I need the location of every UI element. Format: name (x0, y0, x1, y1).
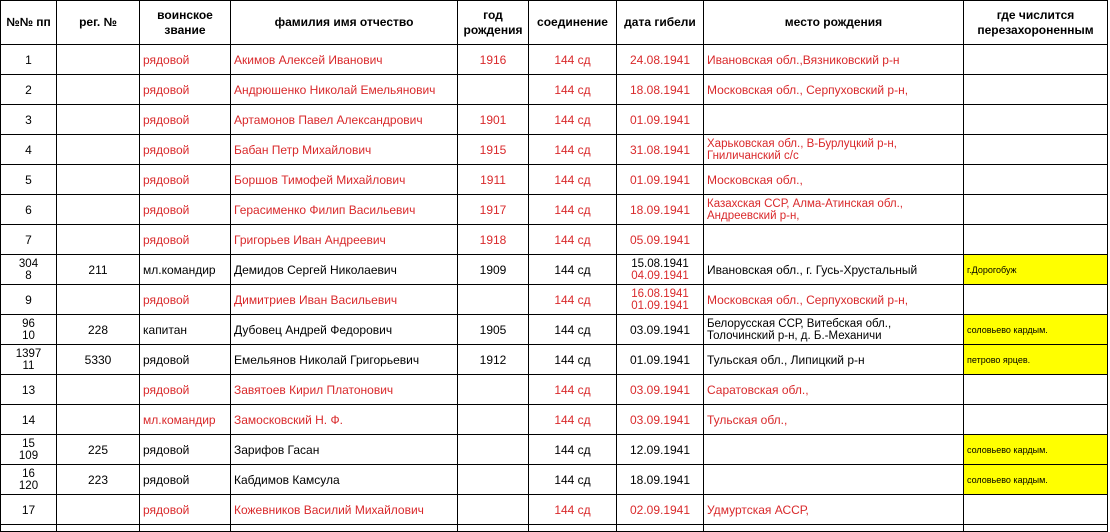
header-rank[interactable]: воинское звание (140, 1, 231, 45)
cell-where[interactable]: соловьево кардым. (964, 465, 1108, 495)
cell-date[interactable] (617, 255, 704, 285)
cell-rank[interactable]: рядовой (140, 495, 231, 525)
cell-place[interactable] (704, 225, 964, 255)
cell-where[interactable] (964, 285, 1108, 315)
table-row (1, 195, 1108, 225)
cell-num[interactable]: 17 (1, 495, 57, 525)
cell-rank[interactable]: мл.командир (140, 405, 231, 435)
cell-date[interactable]: 18.09.1941 (617, 195, 704, 225)
cell-num-lower: 10 (22, 329, 35, 342)
cell-unit[interactable]: 144 сд (529, 345, 617, 375)
table-row (1, 315, 1108, 345)
table-row (1, 135, 1108, 165)
cell-reg[interactable]: 5330 (57, 345, 140, 375)
cell-name[interactable] (231, 525, 458, 532)
cell-unit[interactable] (529, 525, 617, 532)
cell-year[interactable] (458, 75, 529, 105)
cell-date[interactable]: 05.09.1941 (617, 225, 704, 255)
cell-place[interactable]: Тульская обл., Липицкий р-н (704, 345, 964, 375)
cell-num-lower: 120 (18, 479, 39, 492)
cell-num[interactable]: 9 (1, 285, 57, 315)
cell-rank[interactable]: рядовой (140, 75, 231, 105)
cell-unit[interactable]: 144 сд (529, 405, 617, 435)
cell-rank[interactable]: рядовой (140, 135, 231, 165)
cell-where[interactable] (964, 405, 1108, 435)
cell-year[interactable]: 1911 (458, 165, 529, 195)
cell-rank[interactable]: рядовой (140, 285, 231, 315)
cell-date-upper: 15.08.1941 (631, 257, 689, 270)
cell-num[interactable] (1, 255, 57, 285)
cell-where[interactable] (964, 45, 1108, 75)
cell-num[interactable]: 6 (1, 195, 57, 225)
cell-rank[interactable]: рядовой (140, 225, 231, 255)
cell-date[interactable]: 18.09.1941 (617, 465, 704, 495)
header-unit[interactable]: соединение (529, 1, 617, 45)
cell-date[interactable]: 18.08.1941 (617, 75, 704, 105)
cell-place[interactable] (704, 105, 964, 135)
header-year[interactable]: год рождения (458, 1, 529, 45)
cell-place[interactable]: Ивановская обл.,Вязниковский р-н (704, 45, 964, 75)
cell-place[interactable] (704, 525, 964, 532)
cell-rank[interactable]: капитан (140, 315, 231, 345)
table-row (1, 285, 1108, 315)
cell-unit[interactable]: 144 сд (529, 465, 617, 495)
cell-name[interactable]: Демидов Сергей Николаевич (231, 255, 458, 285)
table-row (1, 495, 1108, 525)
cell-rank[interactable]: рядовой (140, 195, 231, 225)
cell-unit[interactable]: 144 сд (529, 435, 617, 465)
cell-place[interactable] (704, 465, 964, 495)
cell-num[interactable]: 2 (1, 75, 57, 105)
cell-date-lower: 01.09.1941 (631, 299, 689, 312)
cell-date[interactable] (617, 525, 704, 532)
cell-name[interactable]: Зарифов Гасан (231, 435, 458, 465)
cell-reg[interactable] (57, 285, 140, 315)
cell-rank[interactable]: мл.командир (140, 255, 231, 285)
cell-reg[interactable] (57, 75, 140, 105)
cell-name[interactable]: Боршов Тимофей Михайлович (231, 165, 458, 195)
cell-date-upper: 16.08.1941 (631, 287, 689, 300)
cell-year[interactable]: 1912 (458, 345, 529, 375)
cell-date[interactable]: 12.09.1941 (617, 435, 704, 465)
cell-rank[interactable]: рядовой (140, 345, 231, 375)
cell-name[interactable]: Емельянов Николай Григорьевич (231, 345, 458, 375)
cell-rank[interactable]: рядовой (140, 105, 231, 135)
cell-year[interactable] (458, 405, 529, 435)
cell-place[interactable]: Белорусская ССР, Витебская обл., Толочинский р-н, д. Б.-Механичи (704, 315, 964, 345)
header-row (1, 1, 1108, 45)
header-place[interactable]: место рождения (704, 1, 964, 45)
cell-where[interactable] (964, 495, 1108, 525)
cell-where[interactable] (964, 75, 1108, 105)
cell-reg[interactable]: 225 (57, 435, 140, 465)
cell-name[interactable]: Замосковский Н. Ф. (231, 405, 458, 435)
cell-year[interactable]: 1915 (458, 135, 529, 165)
cell-date[interactable]: 03.09.1941 (617, 315, 704, 345)
cell-name[interactable]: Дубовец Андрей Федорович (231, 315, 458, 345)
cell-unit[interactable]: 144 сд (529, 375, 617, 405)
cell-name[interactable]: Акимов Алексей Иванович (231, 45, 458, 75)
table-row (1, 165, 1108, 195)
cell-date[interactable]: 03.09.1941 (617, 405, 704, 435)
table-row (1, 375, 1108, 405)
cell-reg[interactable]: 228 (57, 315, 140, 345)
cell-place[interactable]: Тульская обл., (704, 405, 964, 435)
cell-num[interactable]: 13 (1, 375, 57, 405)
cell-where[interactable]: соловьево кардым. (964, 435, 1108, 465)
cell-date[interactable]: 01.09.1941 (617, 105, 704, 135)
cell-name[interactable]: Бабан Петр Михайлович (231, 135, 458, 165)
cell-place[interactable]: Московская обл., (704, 165, 964, 195)
cell-year[interactable]: 1905 (458, 315, 529, 345)
cell-num[interactable]: 5 (1, 165, 57, 195)
cell-reg[interactable] (57, 495, 140, 525)
cell-date[interactable]: 31.08.1941 (617, 135, 704, 165)
table-row (1, 225, 1108, 255)
table-row (1, 255, 1108, 285)
cell-where[interactable] (964, 105, 1108, 135)
cell-place[interactable]: Казахская ССР, Алма-Атинская обл., Андреевский р-н, (704, 195, 964, 225)
cell-date[interactable]: 03.09.1941 (617, 375, 704, 405)
cell-unit[interactable]: 144 сд (529, 495, 617, 525)
cell-num-upper: 304 (18, 257, 39, 270)
cell-unit[interactable]: 144 сд (529, 315, 617, 345)
cell-year[interactable] (458, 285, 529, 315)
cell-year[interactable]: 1909 (458, 255, 529, 285)
table-row (1, 45, 1108, 75)
cell-reg[interactable]: 211 (57, 255, 140, 285)
header-date[interactable]: дата гибели (617, 1, 704, 45)
cell-reg[interactable] (57, 405, 140, 435)
cell-unit[interactable]: 144 сд (529, 105, 617, 135)
cell-place[interactable]: Саратовская обл., (704, 375, 964, 405)
cell-place[interactable]: Удмуртская АССР, (704, 495, 964, 525)
cell-unit[interactable]: 144 сд (529, 165, 617, 195)
cell-date[interactable] (617, 285, 704, 315)
cell-num[interactable] (1, 525, 57, 532)
cell-name[interactable]: Кабдимов Камсула (231, 465, 458, 495)
cell-unit[interactable]: 144 сд (529, 255, 617, 285)
cell-where[interactable]: г.Дорогобуж (964, 255, 1108, 285)
cell-num[interactable] (1, 315, 57, 345)
cell-rank[interactable]: рядовой (140, 375, 231, 405)
cell-name[interactable]: Герасименко Филип Васильевич (231, 195, 458, 225)
cell-unit[interactable]: 144 сд (529, 285, 617, 315)
cell-where[interactable] (964, 195, 1108, 225)
cell-year[interactable] (458, 435, 529, 465)
cell-place[interactable]: Московская обл., Серпуховский р-н, (704, 75, 964, 105)
cell-where[interactable] (964, 135, 1108, 165)
cell-num[interactable] (1, 345, 57, 375)
cell-num-upper: 1397 (15, 347, 42, 360)
cell-unit[interactable]: 144 сд (529, 135, 617, 165)
cell-where[interactable]: петрово ярцев. (964, 345, 1108, 375)
table-row (1, 345, 1108, 375)
cell-num[interactable]: 4 (1, 135, 57, 165)
cell-num[interactable] (1, 465, 57, 495)
cell-year[interactable] (458, 495, 529, 525)
cell-year[interactable] (458, 375, 529, 405)
cell-rank[interactable]: рядовой (140, 435, 231, 465)
cell-num-lower: 8 (25, 269, 32, 282)
cell-rank[interactable]: рядовой (140, 465, 231, 495)
cell-reg[interactable] (57, 375, 140, 405)
cell-unit[interactable]: 144 сд (529, 225, 617, 255)
cell-num-lower: 11 (22, 359, 35, 372)
header-num[interactable]: №№ пп (1, 1, 57, 45)
cell-where[interactable] (964, 525, 1108, 532)
cell-year[interactable] (458, 525, 529, 532)
cell-date[interactable]: 02.09.1941 (617, 495, 704, 525)
cell-date[interactable]: 01.09.1941 (617, 165, 704, 195)
cell-name[interactable]: Григорьев Иван Андреевич (231, 225, 458, 255)
cell-reg[interactable] (57, 525, 140, 532)
cell-reg[interactable] (57, 135, 140, 165)
cell-name[interactable]: Кожевников Василий Михайлович (231, 495, 458, 525)
cell-num[interactable]: 14 (1, 405, 57, 435)
cell-reg[interactable] (57, 105, 140, 135)
table-row-partial (1, 525, 1108, 532)
cell-num[interactable]: 3 (1, 105, 57, 135)
table-row (1, 465, 1108, 495)
table-row (1, 405, 1108, 435)
cell-num[interactable]: 7 (1, 225, 57, 255)
header-name[interactable]: фамилия имя отчество (231, 1, 458, 45)
cell-reg[interactable]: 223 (57, 465, 140, 495)
cell-place[interactable] (704, 435, 964, 465)
table-row (1, 105, 1108, 135)
cell-year[interactable]: 1918 (458, 225, 529, 255)
cell-unit[interactable]: 144 сд (529, 195, 617, 225)
cell-where[interactable] (964, 375, 1108, 405)
cell-reg[interactable] (57, 225, 140, 255)
cell-reg[interactable] (57, 165, 140, 195)
cell-rank[interactable] (140, 525, 231, 532)
cell-year[interactable]: 1901 (458, 105, 529, 135)
cell-reg[interactable] (57, 195, 140, 225)
cell-date[interactable]: 01.09.1941 (617, 345, 704, 375)
cell-num-lower: 109 (18, 449, 39, 462)
cell-year[interactable] (458, 465, 529, 495)
cell-where[interactable] (964, 165, 1108, 195)
cell-num-upper: 96 (22, 317, 35, 330)
cell-year[interactable]: 1916 (458, 45, 529, 75)
cell-name[interactable]: Андрюшенко Николай Емельянович (231, 75, 458, 105)
cell-unit[interactable]: 144 сд (529, 45, 617, 75)
cell-num[interactable] (1, 435, 57, 465)
cell-reg[interactable] (57, 45, 140, 75)
cell-year[interactable]: 1917 (458, 195, 529, 225)
cell-where[interactable]: соловьево кардым. (964, 315, 1108, 345)
cell-rank[interactable]: рядовой (140, 45, 231, 75)
cell-rank[interactable]: рядовой (140, 165, 231, 195)
cell-unit[interactable]: 144 сд (529, 75, 617, 105)
cell-date[interactable]: 24.08.1941 (617, 45, 704, 75)
cell-name[interactable]: Артамонов Павел Александрович (231, 105, 458, 135)
cell-name[interactable]: Завятоев Кирил Платонович (231, 375, 458, 405)
header-reg[interactable]: рег. № (57, 1, 140, 45)
table-row (1, 435, 1108, 465)
cell-place[interactable]: Харьковская обл., В-Бурлуцкий р-н, Гниличанский с/с (704, 135, 964, 165)
cell-where[interactable] (964, 225, 1108, 255)
cell-num-upper: 15 (22, 437, 35, 450)
cell-num-upper: 16 (22, 467, 35, 480)
table-row (1, 75, 1108, 105)
cell-name[interactable]: Димитриев Иван Васильевич (231, 285, 458, 315)
cell-place[interactable]: Ивановская обл., г. Гусь-Хрустальный (704, 255, 964, 285)
cell-num[interactable]: 1 (1, 45, 57, 75)
header-where[interactable]: где числится перезахороненным (964, 1, 1108, 45)
cell-date-lower: 04.09.1941 (631, 269, 689, 282)
cell-place[interactable]: Московская обл., Серпуховский р-н, (704, 285, 964, 315)
